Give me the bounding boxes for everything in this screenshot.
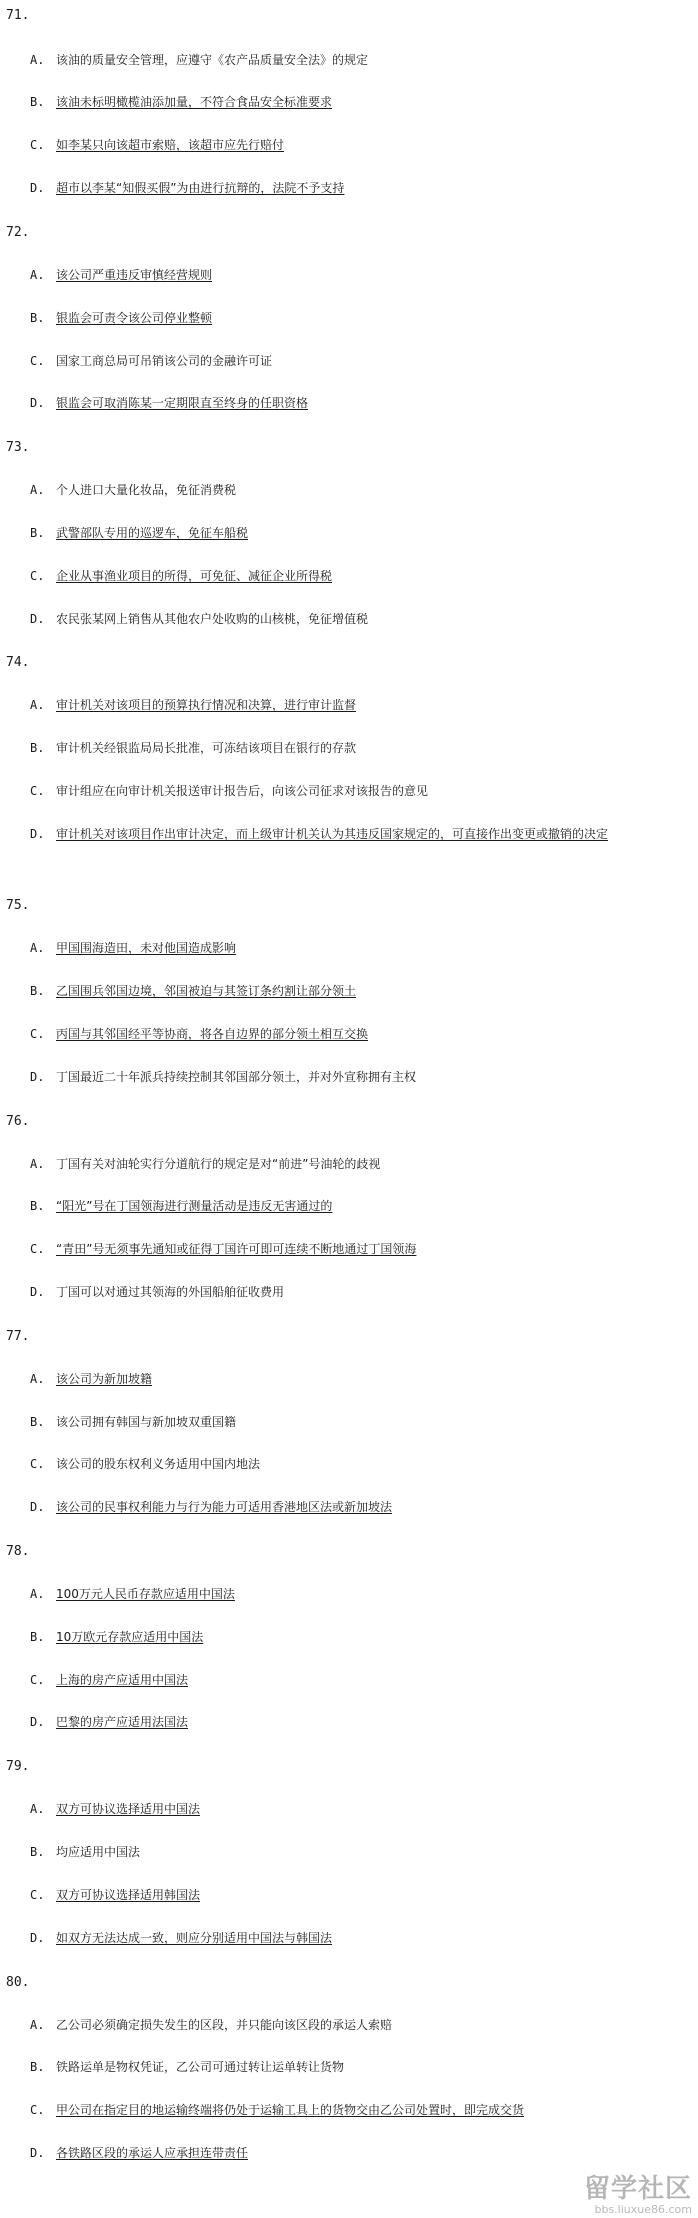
option-letter: D.	[30, 181, 45, 195]
option-c	[30, 1024, 680, 1045]
option-c	[30, 135, 680, 156]
option-text: 该公司的股东权利义务适用中国内地法	[56, 1457, 261, 1471]
option-letter: A.	[30, 1587, 45, 1601]
option-text: 武警部队专用的巡逻车，免征车船税	[56, 526, 249, 540]
option-b	[30, 738, 680, 759]
option-text: 国家工商总局可吊销该公司的金融许可证	[56, 354, 273, 368]
option-letter: C.	[30, 1457, 45, 1471]
option-text: 该公司的民事权利能力与行为能力可适用香港地区法或新加坡法	[56, 1500, 393, 1514]
question-number: 75.	[6, 898, 30, 913]
option-text: 该油未标明橄榄油添加量，不符合食品安全标准要求	[56, 95, 333, 109]
option-letter: C.	[30, 1242, 45, 1256]
option-b	[30, 523, 680, 544]
option-text: 巴黎的房产应适用法国法	[56, 1715, 189, 1729]
option-text: 上海的房产应适用中国法	[56, 1673, 189, 1687]
option-text: 乙公司必须确定损失发生的区段，并只能向该区段的承运人索赔	[56, 2018, 393, 2032]
option-a	[30, 1584, 680, 1605]
option-a	[30, 480, 680, 501]
option-c	[30, 1239, 680, 1260]
question-number: 71.	[6, 8, 30, 23]
option-d	[30, 1067, 680, 1088]
option-b	[30, 1842, 680, 1863]
option-text: 丁国最近二十年派兵持续控制其邻国部分领土，并对外宣称拥有主权	[56, 1070, 417, 1084]
option-text: 10万欧元存款应适用中国法	[56, 1630, 204, 1644]
option-text: 审计组应在向审计机关报送审计报告后，向该公司征求对该报告的意见	[56, 784, 429, 798]
option-b	[30, 1412, 680, 1433]
option-c	[30, 351, 680, 372]
option-a	[30, 1799, 680, 1820]
option-letter: A.	[30, 941, 45, 955]
option-text: 超市以李某“知假买假”为由进行抗辩的，法院不予支持	[56, 181, 345, 195]
option-text: 银监会可责令该公司停业整顿	[56, 311, 213, 325]
option-text: 乙国围兵邻国边境，邻国被迫与其签订条约割让部分领土	[56, 984, 357, 998]
option-letter: A.	[30, 1372, 45, 1386]
option-letter: A.	[30, 483, 45, 497]
option-d	[30, 178, 680, 199]
option-b	[30, 2057, 680, 2078]
question-number: 74.	[6, 655, 30, 670]
option-letter: A.	[30, 268, 45, 282]
option-letter: B.	[30, 1845, 45, 1859]
option-letter: A.	[30, 53, 45, 67]
question-number: 76.	[6, 1114, 30, 1129]
option-letter: C.	[30, 569, 45, 583]
option-c	[30, 1670, 680, 1691]
option-d	[30, 1928, 680, 1949]
option-c	[30, 1454, 680, 1475]
site-watermark	[584, 2174, 692, 2216]
option-text: 丁国有关对油轮实行分道航行的规定是对“前进”号油轮的歧视	[56, 1157, 381, 1171]
option-text: 审计机关对该项目作出审计决定，而上级审计机关认为其违反国家规定的，可直接作出变更或撤销的决定	[56, 827, 609, 841]
option-a	[30, 1369, 680, 1390]
option-text: 甲公司在指定目的地运输终端将仍处于运输工具上的货物交由乙公司处置时，即完成交货	[56, 2103, 525, 2117]
question-number: 73.	[6, 440, 30, 455]
question-number: 72.	[6, 225, 30, 240]
option-d	[30, 1282, 680, 1303]
option-text: 如双方无法达成一致，则应分别适用中国法与韩国法	[56, 1931, 333, 1945]
option-letter: B.	[30, 1415, 45, 1429]
option-b	[30, 92, 680, 113]
option-letter: B.	[30, 1630, 45, 1644]
option-text: 企业从事渔业项目的所得，可免征、减征企业所得税	[56, 569, 333, 583]
option-letter: D.	[30, 1285, 45, 1299]
option-text: 个人进口大量化妆品，免征消费税	[56, 483, 237, 497]
option-text: 各铁路区段的承运人应承担连带责任	[56, 2146, 249, 2160]
option-text: 100万元人民币存款应适用中国法	[56, 1587, 235, 1601]
option-d	[30, 824, 675, 845]
option-b	[30, 1196, 680, 1217]
option-text: 该公司严重违反审慎经营规则	[56, 268, 213, 282]
option-text: 铁路运单是物权凭证，乙公司可通过转让运单转让货物	[56, 2060, 345, 2074]
option-text: 审计机关经银监局局长批准，可冻结该项目在银行的存款	[56, 741, 357, 755]
question-number: 78.	[6, 1544, 30, 1559]
option-text: 甲国围海造田，未对他国造成影响	[56, 941, 237, 955]
option-text: 丁国可以对通过其领海的外国船舶征收费用	[56, 1285, 285, 1299]
option-letter: D.	[30, 1715, 45, 1729]
option-text: “青田”号无须事先通知或征得丁国许可即可连续不断地通过丁国领海	[56, 1242, 417, 1256]
option-b	[30, 981, 680, 1002]
option-letter: C.	[30, 1027, 45, 1041]
question-number: 77.	[6, 1329, 30, 1344]
option-b	[30, 1627, 680, 1648]
watermark-logo-text: 留学社区	[583, 2174, 692, 2204]
option-a	[30, 2015, 680, 2036]
option-d	[30, 609, 680, 630]
option-text: 双方可协议选择适用中国法	[56, 1802, 201, 1816]
option-a	[30, 1154, 680, 1175]
option-d	[30, 1712, 680, 1733]
option-a	[30, 938, 680, 959]
watermark-url: bbs.liuxue86.com	[594, 2203, 692, 2216]
option-letter: C.	[30, 784, 45, 798]
option-text: 如李某只向该超市索赔，该超市应先行赔付	[56, 138, 285, 152]
option-text: 该油的质量安全管理，应遵守《农产品质量安全法》的规定	[56, 53, 369, 67]
option-text: 农民张某网上销售从其他农户处收购的山核桃，免征增值税	[56, 612, 369, 626]
option-c	[30, 566, 680, 587]
option-letter: D.	[30, 612, 45, 626]
option-c	[30, 1885, 680, 1906]
question-number: 79.	[6, 1759, 30, 1774]
option-letter: D.	[30, 2146, 45, 2160]
option-text: 审计机关对该项目的预算执行情况和决算，进行审计监督	[56, 698, 357, 712]
option-letter: D.	[30, 396, 45, 410]
option-letter: C.	[30, 138, 45, 152]
option-letter: A.	[30, 1802, 45, 1816]
option-text: “阳光”号在丁国领海进行测量活动是违反无害通过的	[56, 1199, 333, 1213]
option-letter: C.	[30, 2103, 45, 2117]
option-letter: D.	[30, 1070, 45, 1084]
option-letter: C.	[30, 1673, 45, 1687]
option-text: 该公司为新加坡籍	[56, 1372, 153, 1386]
option-text: 均应适用中国法	[56, 1845, 141, 1859]
option-letter: A.	[30, 1157, 45, 1171]
question-number: 80.	[6, 1975, 30, 1990]
option-c	[30, 781, 680, 802]
option-letter: B.	[30, 526, 45, 540]
option-a	[30, 50, 680, 71]
option-letter: D.	[30, 1500, 45, 1514]
option-letter: B.	[30, 2060, 45, 2074]
option-letter: A.	[30, 698, 45, 712]
option-a	[30, 265, 680, 286]
option-d	[30, 1497, 680, 1518]
option-text: 丙国与其邻国经平等协商，将各自边界的部分领土相互交换	[56, 1027, 369, 1041]
option-letter: B.	[30, 95, 45, 109]
option-d	[30, 393, 680, 414]
option-letter: A.	[30, 2018, 45, 2032]
option-c	[30, 2100, 680, 2121]
option-letter: D.	[30, 827, 45, 841]
option-text: 该公司拥有韩国与新加坡双重国籍	[56, 1415, 237, 1429]
option-d	[30, 2143, 680, 2164]
option-letter: C.	[30, 354, 45, 368]
option-text: 银监会可取消陈某一定期限直至终身的任职资格	[56, 396, 309, 410]
option-letter: C.	[30, 1888, 45, 1902]
option-letter: D.	[30, 1931, 45, 1945]
option-text: 双方可协议选择适用韩国法	[56, 1888, 201, 1902]
option-a	[30, 695, 680, 716]
option-letter: B.	[30, 311, 45, 325]
option-b	[30, 308, 680, 329]
option-letter: B.	[30, 1199, 45, 1213]
option-letter: B.	[30, 741, 45, 755]
option-letter: B.	[30, 984, 45, 998]
